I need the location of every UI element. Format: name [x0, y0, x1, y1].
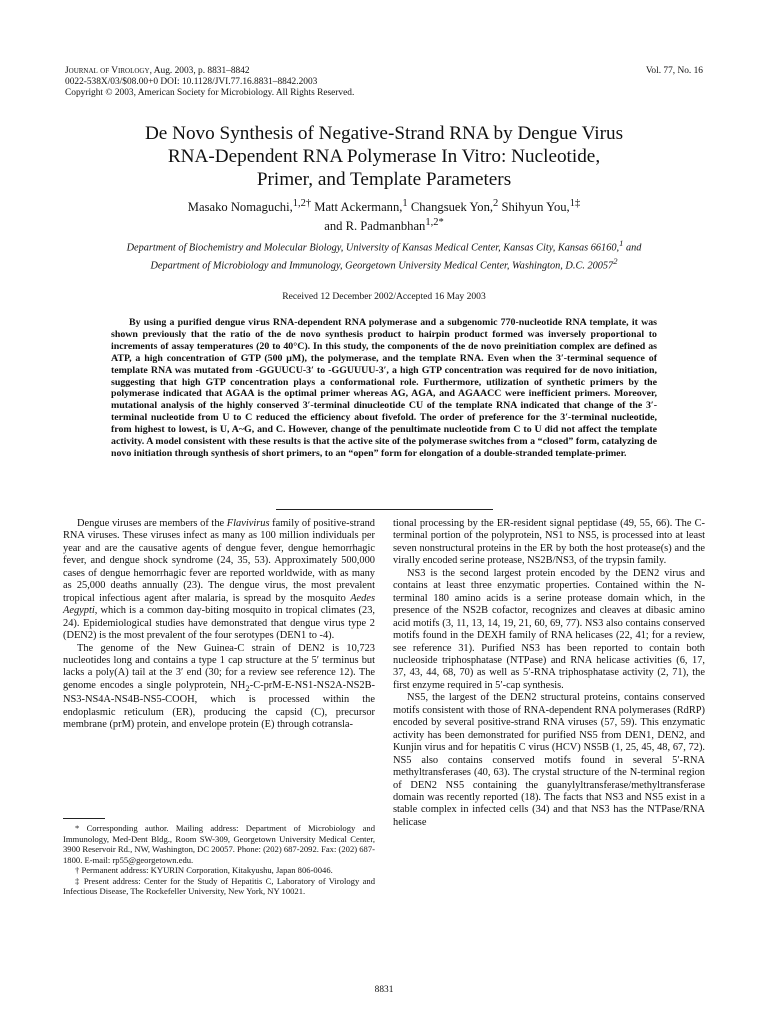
- body-paragraph: NS5, the largest of the DEN2 structural proteins, contains conserved motifs consistent with those of RNA-dependent RNA polymerases (RdRP) encoded by several positive-strand RNA viruses (57, 59). This enzymatic activity has been demonstrated for purified NS5 from DEN1, DEN2, and Kunjin virus and for hepatitis C virus (HCV) NS5B (1, 25, 45, 48, 67, 72). NS5 also contains conserved motifs found in several 5′-RNA methyltransferases (40, 63). The crystal structure of the N-terminal region of DEN2 NS5 containing the guanylyltransferase/methyltransferase domain was recently reported (18). The facts that NS3 and NS5 exist in a stable complex in infected cells (34) and that NS3 has the NTPase/RNA helicase: [393, 692, 705, 828]
- footnote-corresponding: * Corresponding author. Mailing address: Department of Microbiology and Immunology, Med-Dent Bldg., Room SW-309, Georgetown University Medical Center, 3900 Reservoir Rd., NW, Washington, DC 20057. Phone: (202) 687-2092. Fax: (202) 687-1800. E-mail: rp55@georgetown.edu.: [63, 823, 376, 865]
- author-affil-mark: 2: [493, 198, 499, 209]
- body-column-right: [393, 518, 705, 829]
- page-number: 8831: [374, 985, 394, 995]
- body-paragraph: The genome of the New Guinea-C strain of DEN2 is 10,723 nucleotides long and contains a type 1 cap structure at the 5′ terminus but lacks a poly(A) tail at the 3′ end (30; for a review see reference 12). The genome encodes a single polyprotein, $NH_2-C-prM-E-NS1-NS2A-NS2B-NS3-NS4A-NS4B-NS5$-COOH, which is processed within the endoplasmic reticulum (ER), producing the capsid (C), precursor membrane (prM) protein, and envelope protein (E) through cotransla-: [63, 642, 375, 731]
- title-line-3: Primer, and Template Parameters: [256, 169, 512, 190]
- abstract-divider: [276, 509, 493, 510]
- footnote-divider: [63, 818, 105, 819]
- copyright-line: Copyright © 2003, American Society for Microbiology. All Rights Reserved.: [65, 88, 355, 99]
- affiliations: Department of Biochemistry and Molecular Biology, University of Kansas Medical Center, Kansas City, Kansas 66160,$^1$ and Department of Microbiology and Immunology, Georgetown University Medical Center, Washington, D.C. 20057$^2$: [126, 238, 642, 272]
- footnote-present-address: ‡ Present address: Center for the Study of Hepatitis C, Laboratory of Virology and Infectious Disease, The Rockefeller University, New York, NY 10021.: [63, 875, 375, 896]
- author-affil-mark: 1‡: [569, 198, 581, 209]
- author-affil-mark: 1,2*: [425, 217, 444, 229]
- title-line-1: De Novo Synthesis of Negative-Strand RNA by Dengue Virus: [144, 123, 624, 144]
- issue-info: , Aug. 2003, p. 8831–8842: [149, 66, 250, 76]
- volume-info: Vol. 77, No. 16: [645, 66, 703, 76]
- author-list: [60, 196, 708, 234]
- body-paragraph: Dengue viruses are members of the Flavivirus family of positive-strand RNA viruses. These viruses infect as many as 100 million individuals per year and are the causative agents of dengue fever, dengue hemorrhagic fever, and dengue shock syndrome (24, 35, 53). Approximately 500,000 cases of dengue hemorrhagic fever are reported worldwide, with as many as 25,000 deaths annually (23). The dengue virus, the most prevalent tropical infectious agent after malaria, is spread by the mosquito Aedes Aegypti, which is a common day-biting mosquito in tropical climates (23, 24). Epidemiological studies have demonstrated that dengue virus type 2 (DEN2) is the most prevalent of the four serotypes (DEN1 to -4).: [63, 518, 375, 642]
- author-affil-mark: 1,2†: [292, 198, 312, 209]
- received-dates: Received 12 December 2002/Accepted 16 May 2003: [282, 291, 486, 302]
- author-name: Shihyun You,: [501, 200, 570, 215]
- body-paragraph: NS3 is the second largest protein encoded by the DEN2 virus and contains at least three enzymatic properties. Contained within the N-terminal 180 amino acids is a serine protease domain which, in the presence of the NS2B cofactor, recognizes and cleaves at dibasic amino acid motifs (3, 11, 13, 14, 19, 21, 60, 69, 77). NS3 also contains conserved motifs found in the DEXH family of RNA helicases (22, 41; for a review, see reference 31). Purified NS3 has been reported to contain both nucleoside triphosphatase (NTPase) and RNA helicase activities (6, 17, 37, 43, 44, 68, 70) as well as 5′-RNA triphosphatase activity (2, 71), the first enzyme required in 5′-cap synthesis.: [393, 567, 705, 691]
- author-affil-mark: 1: [402, 198, 408, 209]
- journal-name: Journal of Virology: [65, 66, 150, 76]
- body-paragraph: tional processing by the ER-resident signal peptidase (49, 55, 66). The C-terminal portion of the polyprotein, NS1 to NS5, is processed into at least seven nonstructural proteins in the ER by both the host protease(s) and the virally encoded serine protease, NS2B/NS3, of the trypsin family.: [393, 518, 705, 567]
- title-line-2: RNA-Dependent RNA Polymerase In Vitro: Nucleotide,: [167, 146, 601, 167]
- author-name: Masako Nomaguchi,: [187, 200, 293, 215]
- doi-line: 0022-538X/03/$08.00+0 DOI: 10.1128/JVI.77.16.8831–8842.2003: [65, 77, 318, 88]
- body-column-left: [63, 518, 375, 732]
- footnote-permanent-address: † Permanent address: KYURIN Corporation, Kitakyushu, Japan 806-0046.: [75, 865, 333, 875]
- abstract: By using a purified dengue virus RNA-dependent RNA polymerase and a subgenomic 770-nucleotide RNA template, it was shown previously that the ratio of the de novo synthesis product to hairpin product formed was inversely proportional to increments of assay temperatures (20 to 40°C). In this study, the components of the de novo preinitiation complex are defined as ATP, a high concentration of GTP (500 μM), the polymerase, and the template RNA. Even when the 3′-terminal sequence of template RNA was mutated from -GGUUCU-3′ to -GGUUUU-3′, a high GTP concentration was required for de novo initiation, suggesting that high GTP concentration plays a conformational role. Furthermore, utilization of synthetic primers by the polymerase indicated that AGAA is the optimal primer whereas AG, AGA, and AGAACC were inefficient primers. Moreover, mutational analysis of the highly conserved 3′-terminal dinucleotide CU of the template RNA indicated that change of the 3′-terminal nucleotide from U to C reduced the efficiency about fivefold. The order of preference for the 3′-terminal nucleotide, from highest to lowest, is U, A~G, and C. However, change of the penultimate nucleotide from C to U did not affect the template activity. A model consistent with these results is that the active site of the polymerase switches from a “closed” form, catalyzing de novo initiation through synthesis of short primers, to an “open” form for elongation of a double-stranded template-primer.: [111, 317, 657, 459]
- footnotes: [63, 823, 375, 897]
- author-name: Changsuek Yon,: [410, 200, 494, 215]
- author-name: and R. Padmanbhan: [324, 219, 426, 234]
- running-header: [65, 66, 354, 100]
- author-name: Matt Ackermann,: [314, 200, 403, 215]
- article-title: [60, 122, 708, 191]
